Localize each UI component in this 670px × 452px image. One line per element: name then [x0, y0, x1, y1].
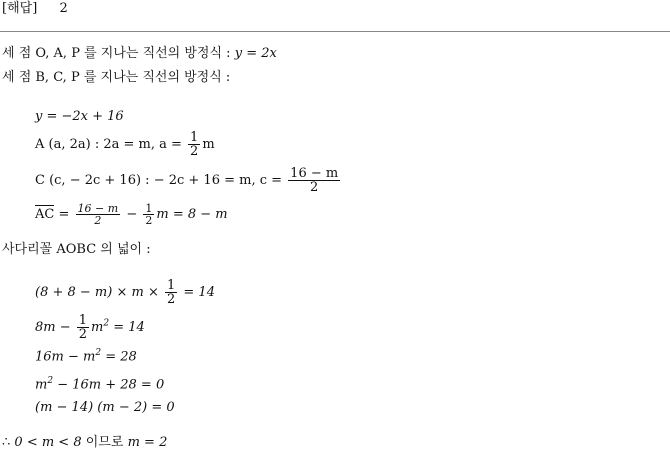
conclusion-text: 이므로	[85, 435, 124, 450]
step-4	[35, 372, 164, 394]
fraction-denominator: 2	[94, 214, 102, 227]
conclusion-answer: m = 2	[127, 435, 168, 450]
fraction-numerator: 16 − m	[290, 166, 339, 181]
line-opa-equation: y = 2x	[234, 46, 277, 61]
fraction-numerator: 1	[145, 202, 153, 215]
trapezoid-area-text: 사다리꼴 AOBC 의 넓이 :	[2, 242, 151, 257]
step-2-fraction	[77, 314, 89, 341]
ac-result: m = 8 − m	[156, 207, 228, 222]
answer-value: 2	[59, 1, 68, 16]
fraction-numerator: 16 − m	[77, 202, 119, 215]
step-1	[35, 279, 215, 306]
fraction-numerator: 1	[78, 313, 88, 328]
step-3	[35, 344, 137, 366]
step-3-exponent: 2	[95, 348, 102, 358]
step-3-end: = 28	[105, 349, 137, 365]
therefore-symbol: ∴	[2, 435, 11, 450]
ac-length-line	[35, 203, 228, 226]
step-1-pre: (8 + 8 − m) × m ×	[35, 285, 159, 300]
step-1-fraction	[165, 279, 177, 306]
line-opa-text: 세 점 O, A, P 를 지나는 직선의 방정식 :	[2, 46, 231, 61]
step-2-end: = 14	[113, 320, 145, 335]
step-2-pre: 8m −	[35, 320, 71, 335]
step-2-exponent: 2	[103, 318, 110, 329]
step-3-pre: 16m − m	[35, 349, 96, 365]
point-a-line	[35, 131, 215, 158]
fraction-denominator: 2	[78, 327, 88, 342]
point-a-text: A (a, 2a) : 2a = m, a =	[35, 137, 182, 152]
line-bcp-text: 세 점 B, C, P 를 지나는 직선의 방정식 :	[2, 70, 231, 85]
conclusion-inequality: 0 < m < 8	[14, 435, 82, 450]
answer-header	[2, 0, 68, 18]
line-opa	[2, 45, 277, 63]
ac-fraction-1	[76, 203, 121, 226]
minus-sign: −	[126, 207, 138, 222]
point-a-post: m	[202, 137, 215, 152]
step-2-var: m	[91, 320, 104, 335]
step-4-exponent: 2	[47, 376, 54, 386]
point-c-text: C (c, − 2c + 16) : − 2c + 16 = m, c =	[35, 173, 283, 188]
fraction-denominator: 2	[310, 180, 319, 195]
fraction-numerator: 1	[190, 130, 199, 145]
segment-ac-label: AC	[35, 207, 55, 222]
step-2	[35, 314, 145, 341]
step-4-pre: m	[35, 377, 48, 393]
ac-fraction-2	[143, 203, 154, 226]
point-a-fraction	[188, 131, 200, 158]
equals-sign: =	[58, 207, 70, 222]
fraction-denominator: 2	[166, 292, 176, 307]
step-1-post: = 14	[183, 285, 215, 300]
point-c-line	[35, 167, 342, 194]
conclusion-line	[2, 434, 167, 452]
fraction-numerator: 1	[166, 278, 176, 293]
answer-label: [해답]	[2, 1, 38, 16]
point-c-fraction	[288, 167, 340, 194]
header-divider	[0, 31, 670, 32]
equation-bcp: y = −2x + 16	[35, 109, 124, 124]
step-4-end: − 16m + 28 = 0	[57, 377, 165, 393]
step-5: (m − 14) (m − 2) = 0	[35, 400, 175, 415]
fraction-denominator: 2	[145, 214, 153, 227]
fraction-denominator: 2	[190, 144, 199, 159]
